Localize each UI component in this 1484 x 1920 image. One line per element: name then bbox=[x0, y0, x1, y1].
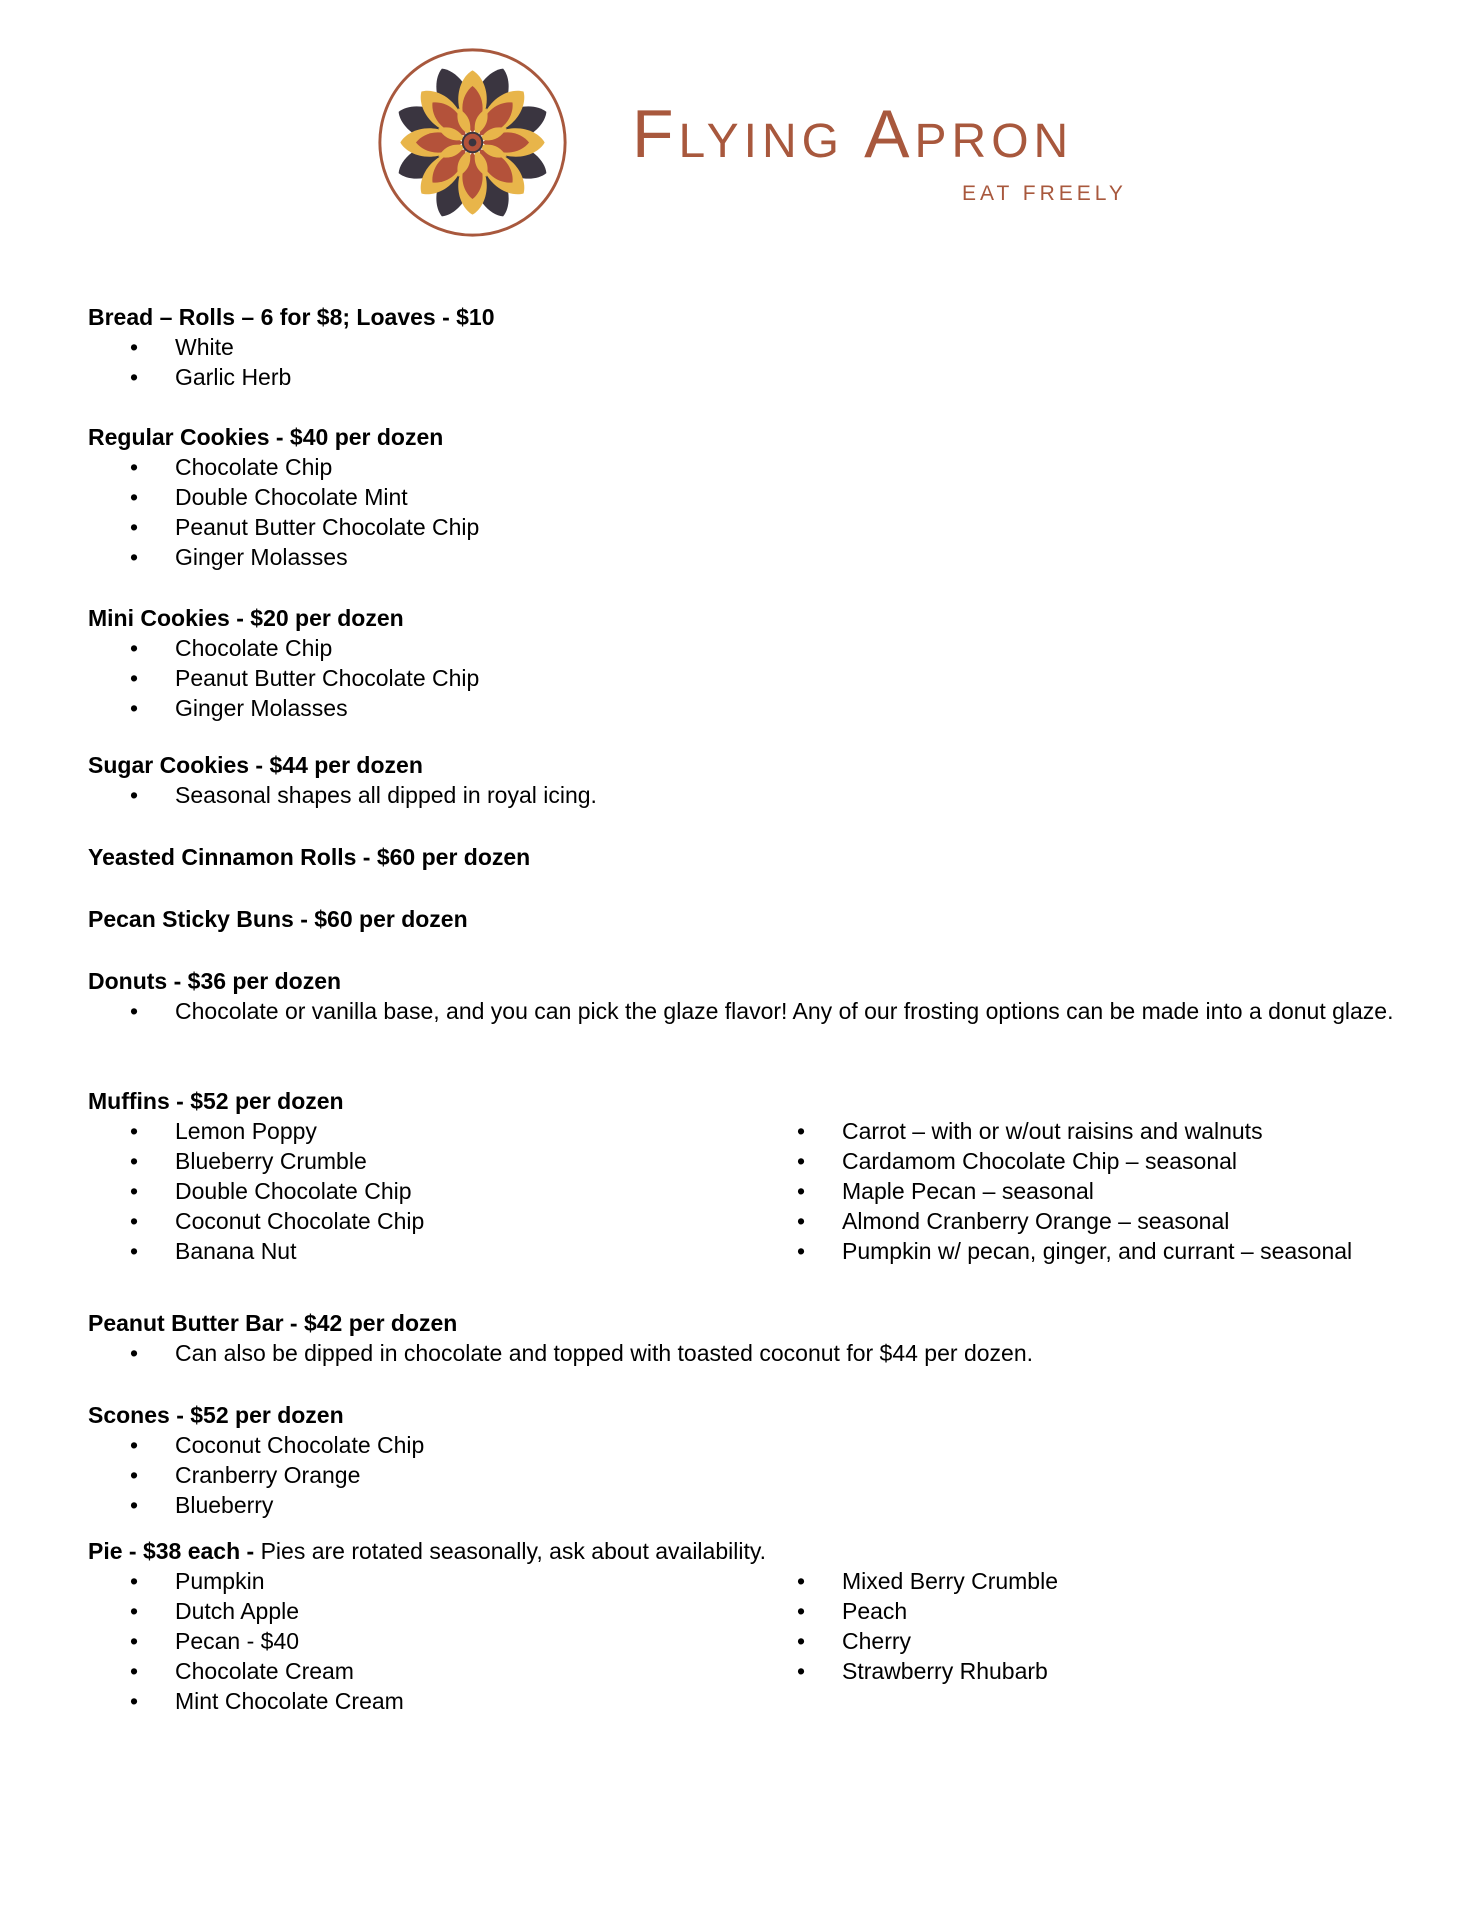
list-item: • Cherry bbox=[755, 1626, 1435, 1656]
section-scones bbox=[88, 1400, 1428, 1520]
list-item: • Chocolate Chip bbox=[88, 452, 1428, 482]
section-mini-cookies bbox=[88, 603, 1428, 723]
list-item: • Coconut Chocolate Chip bbox=[88, 1206, 748, 1236]
list-item: • Lemon Poppy bbox=[88, 1116, 748, 1146]
brand-name: Flying Apron bbox=[632, 96, 1074, 172]
section-sticky-buns bbox=[88, 904, 1428, 934]
section-heading: Donuts - $36 per dozen bbox=[88, 968, 342, 994]
pie-heading: Pie - $38 each - bbox=[88, 1538, 261, 1564]
section-donuts bbox=[88, 966, 1428, 1026]
list-item: • Chocolate or vanilla base, and you can pick the glaze flavor! Any of our frosting options can be made into a donut glaze. bbox=[88, 996, 1484, 1026]
list-item: • Strawberry Rhubarb bbox=[755, 1656, 1435, 1686]
list-item: • Mixed Berry Crumble bbox=[755, 1566, 1435, 1596]
list-item: • Pumpkin bbox=[88, 1566, 748, 1596]
section-heading: Yeasted Cinnamon Rolls - $60 per dozen bbox=[88, 844, 531, 870]
item-list bbox=[88, 332, 1428, 392]
list-item: • Garlic Herb bbox=[88, 362, 1428, 392]
list-item: • Peanut Butter Chocolate Chip bbox=[88, 663, 1428, 693]
section-heading: Sugar Cookies - $44 per dozen bbox=[88, 752, 423, 778]
list-item: • Cranberry Orange bbox=[88, 1460, 1428, 1490]
section-sugar-cookies bbox=[88, 750, 1428, 810]
list-item: • Ginger Molasses bbox=[88, 542, 1428, 572]
list-item: • Carrot – with or w/out raisins and walnuts bbox=[755, 1116, 1435, 1146]
list-item: • Peanut Butter Chocolate Chip bbox=[88, 512, 1428, 542]
item-list bbox=[88, 633, 1428, 723]
item-list-right bbox=[755, 1116, 1435, 1266]
header bbox=[0, 0, 1484, 260]
item-list-left bbox=[88, 1116, 748, 1266]
list-item: • Dutch Apple bbox=[88, 1596, 748, 1626]
list-item: • Pumpkin w/ pecan, ginger, and currant – seasonal bbox=[755, 1236, 1435, 1266]
list-item: • Coconut Chocolate Chip bbox=[88, 1430, 1428, 1460]
list-item: • Maple Pecan – seasonal bbox=[755, 1176, 1435, 1206]
section-bread bbox=[88, 302, 1428, 392]
pie-note: Pies are rotated seasonally, ask about availability. bbox=[260, 1538, 767, 1564]
section-heading: Mini Cookies - $20 per dozen bbox=[88, 605, 404, 631]
section-heading: Bread – Rolls – 6 for $8; Loaves - $10 bbox=[88, 304, 495, 330]
list-item: • Seasonal shapes all dipped in royal icing. bbox=[88, 780, 1428, 810]
item-list-left bbox=[88, 1566, 748, 1716]
section-heading bbox=[88, 1536, 1428, 1566]
list-item: • Cardamom Chocolate Chip – seasonal bbox=[755, 1146, 1435, 1176]
item-list bbox=[88, 452, 1428, 572]
list-item: • Ginger Molasses bbox=[88, 693, 1428, 723]
list-item: • Banana Nut bbox=[88, 1236, 748, 1266]
flower-logo-icon bbox=[375, 45, 570, 240]
item-list bbox=[88, 1430, 1428, 1520]
section-pie bbox=[88, 1536, 1428, 1714]
brand-tagline: EAT FREELY bbox=[962, 182, 1127, 205]
section-peanut-butter-bar bbox=[88, 1308, 1428, 1368]
item-list bbox=[88, 996, 1428, 1026]
list-item: • Peach bbox=[755, 1596, 1435, 1626]
list-item: • Double Chocolate Mint bbox=[88, 482, 1428, 512]
section-cinnamon-rolls bbox=[88, 842, 1428, 872]
list-item: • Double Chocolate Chip bbox=[88, 1176, 748, 1206]
section-muffins bbox=[88, 1086, 1428, 1264]
list-item: • Can also be dipped in chocolate and topped with toasted coconut for $44 per dozen. bbox=[88, 1338, 1428, 1368]
item-list bbox=[88, 780, 1428, 810]
section-heading: Scones - $52 per dozen bbox=[88, 1402, 344, 1428]
list-item: • Almond Cranberry Orange – seasonal bbox=[755, 1206, 1435, 1236]
list-item: • Mint Chocolate Cream bbox=[88, 1686, 748, 1716]
list-item: • Chocolate Chip bbox=[88, 633, 1428, 663]
list-item: • Blueberry bbox=[88, 1490, 1428, 1520]
section-heading: Muffins - $52 per dozen bbox=[88, 1088, 344, 1114]
section-regular-cookies bbox=[88, 422, 1428, 572]
section-heading: Peanut Butter Bar - $42 per dozen bbox=[88, 1310, 458, 1336]
list-item: • White bbox=[88, 332, 1428, 362]
section-heading: Regular Cookies - $40 per dozen bbox=[88, 424, 444, 450]
section-heading: Pecan Sticky Buns - $60 per dozen bbox=[88, 906, 468, 932]
item-list-right bbox=[755, 1566, 1435, 1686]
list-item: • Chocolate Cream bbox=[88, 1656, 748, 1686]
list-item: • Pecan - $40 bbox=[88, 1626, 748, 1656]
item-list bbox=[88, 1338, 1428, 1368]
list-item: • Blueberry Crumble bbox=[88, 1146, 748, 1176]
